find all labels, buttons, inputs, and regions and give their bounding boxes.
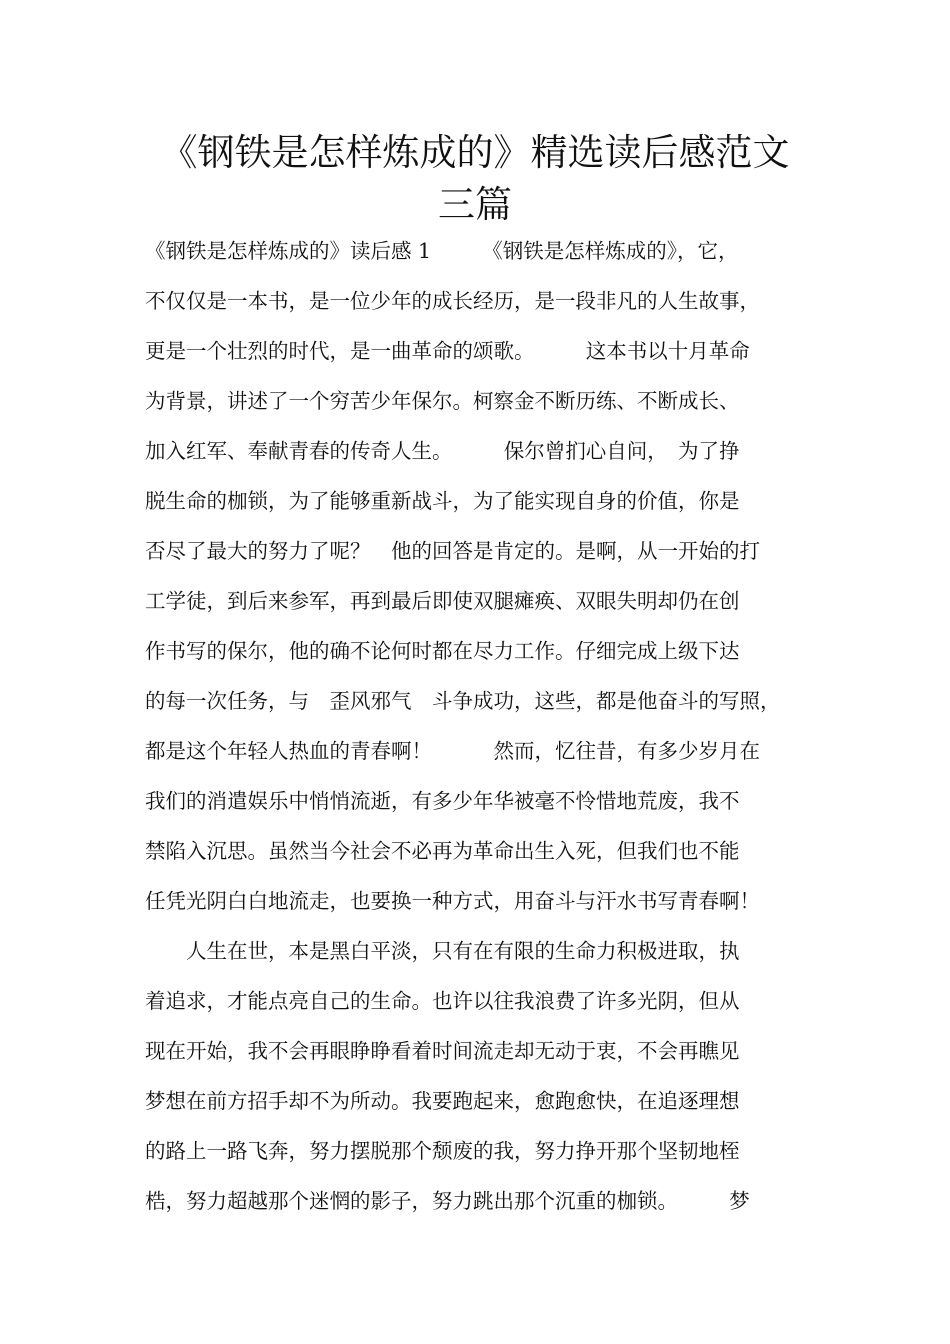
body-text-line: 加入红军、奉献青春的传奇人生。 保尔曾扪心自问， 为了挣 — [145, 439, 740, 463]
document-title-line-1: 《钢铁是怎样炼成的》精选读后感范文 — [160, 131, 790, 174]
body-text-line: 梏，努力超越那个迷惘的影子，努力跳出那个沉重的枷锁。 梦 — [145, 1189, 750, 1213]
body-text-line: 的路上一路飞奔，努力摆脱那个颓废的我，努力挣开那个坚韧地桎 — [145, 1139, 740, 1163]
body-text-line: 人生在世，本是黑白平淡，只有在有限的生命力积极进取，执 — [145, 939, 740, 963]
body-text-line: 脱生命的枷锁，为了能够重新战斗，为了能实现自身的价值，你是 — [145, 489, 740, 513]
body-text-line: 不仅仅是一本书，是一位少年的成长经历，是一段非凡的人生故事， — [145, 289, 760, 313]
body-text-line: 现在开始，我不会再眼睁睁看着时间流走却无动于衷，不会再瞧见 — [145, 1039, 740, 1063]
body-text-line: 更是一个壮烈的时代，是一曲革命的颂歌。 这本书以十月革命 — [145, 339, 750, 363]
document-title-line-2: 三篇 — [438, 183, 512, 226]
body-text-line: 都是这个年轻人热血的青春啊！ 然而，忆往昔，有多少岁月在 — [145, 739, 760, 763]
body-text-line: 作书写的保尔，他的确不论何时都在尽力工作。仔细完成上级下达 — [145, 639, 740, 663]
body-text-line: 否尽了最大的努力了呢？ 他的回答是肯定的。是啊，从一开始的打 — [145, 539, 760, 563]
body-text-line: 任凭光阴白白地流走，也要换一种方式，用奋斗与汗水书写青春啊！ — [145, 889, 760, 913]
body-text-line: 工学徒，到后来参军，再到最后即使双腿瘫痪、双眼失明却仍在创 — [145, 589, 740, 613]
body-text-line: 《钢铁是怎样炼成的》读后感 1 《钢铁是怎样炼成的》，它， — [145, 239, 739, 263]
body-text-line: 禁陷入沉思。虽然当今社会不必再为革命出生入死，但我们也不能 — [145, 839, 740, 863]
body-text-line: 梦想在前方招手却不为所动。我要跑起来，愈跑愈快，在追逐理想 — [145, 1089, 740, 1113]
body-text-line: 我们的消遣娱乐中悄悄流逝，有多少年华被毫不怜惜地荒废，我不 — [145, 789, 740, 813]
body-text-line: 的每一次任务，与 歪风邪气 斗争成功，这些，都是他奋斗的写照， — [145, 689, 781, 713]
body-text-line: 为背景，讲述了一个穷苦少年保尔。柯察金不断历练、不断成长、 — [145, 389, 740, 413]
body-text-line: 着追求，才能点亮自己的生命。也许以往我浪费了许多光阴，但从 — [145, 989, 740, 1013]
